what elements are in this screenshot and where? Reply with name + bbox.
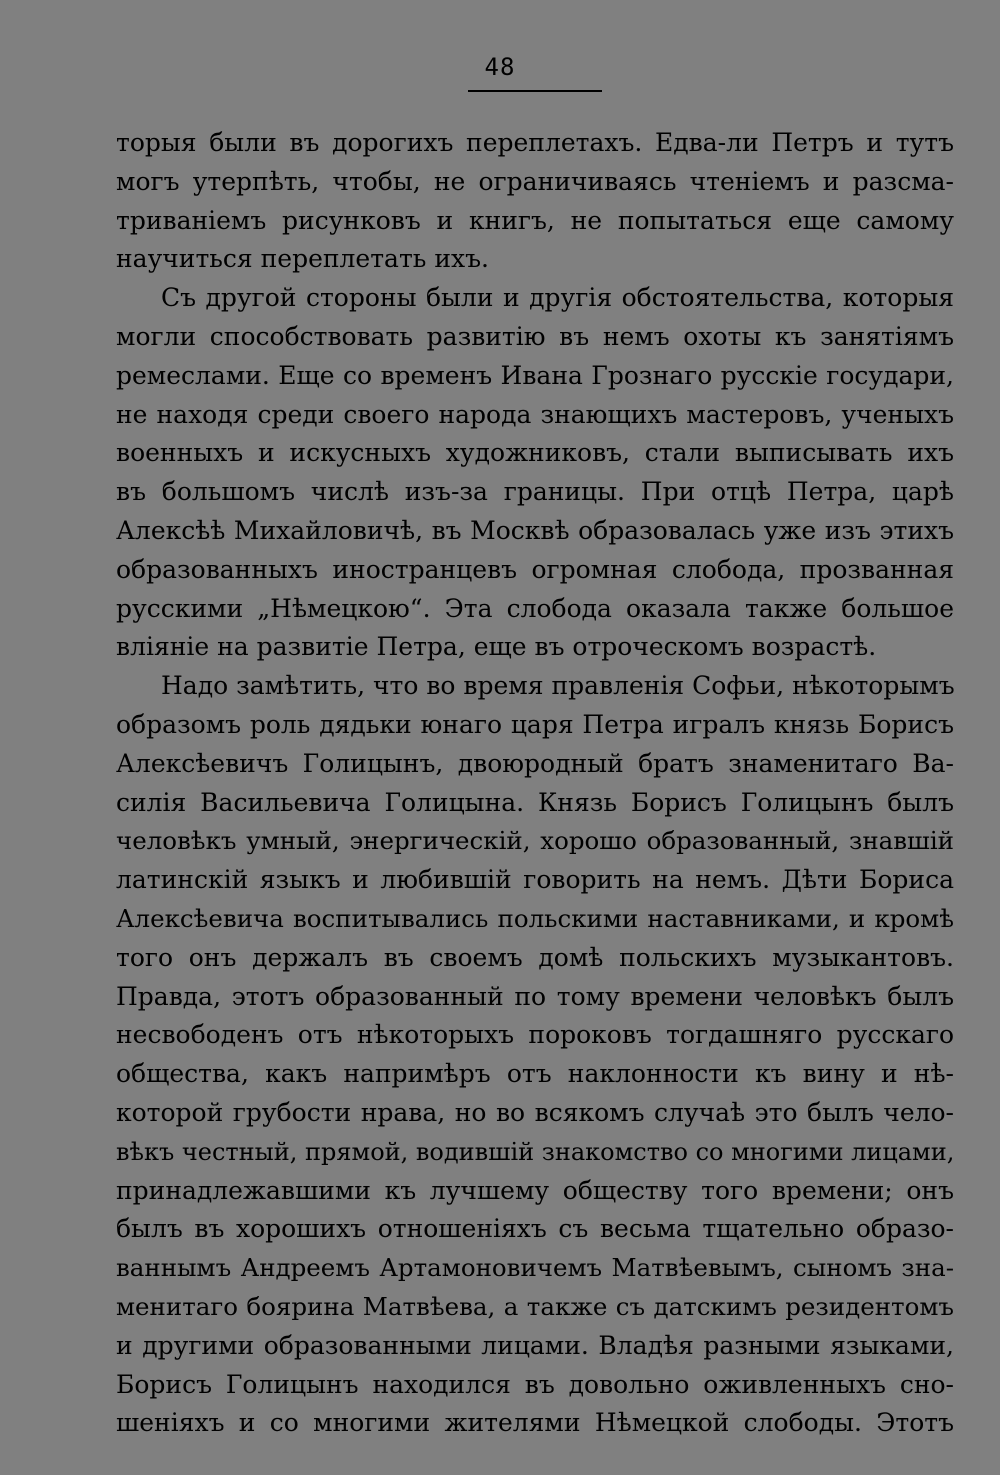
text-line: вліяніе на развитіе Петра, еще въ отроческомъ возрастѣ.: [116, 632, 877, 662]
page-number-rule: [468, 90, 602, 92]
text-line: русскими „Нѣмецкою“. Эта слобода оказала также большое: [116, 593, 954, 623]
text-line: Надо замѣтить, что во время правленія Софьи, нѣкоторымъ: [161, 671, 955, 701]
text-line: ремеслами. Еще со временъ Ивана Грознаго русскіе государи,: [116, 360, 954, 390]
paragraph-1: [116, 124, 954, 279]
text-line: торыя были въ дорогихъ переплетахъ. Едва-ли Петръ и тутъ: [116, 128, 954, 157]
text-line: менитаго боярина Матвѣева, а также съ датскимъ резидентомъ: [116, 1291, 954, 1321]
text-line: человѣкъ умный, энергическій, хорошо образованный, знавшій: [116, 826, 954, 856]
page-number: 48: [484, 53, 516, 81]
text-line: триваніемъ рисунковъ и книгъ, не попытаться еще самому: [116, 205, 954, 235]
text-line: Съ другой стороны были и другія обстоятельства, которыя: [161, 283, 954, 313]
text-line: Правда, этотъ образованный по тому времени человѣкъ былъ: [116, 981, 954, 1011]
paragraph-2: [116, 279, 954, 667]
text-line: не находя среди своего народа знающихъ мастеровъ, ученыхъ: [116, 399, 954, 429]
text-line: могъ утерпѣть, чтобы, не ограничиваясь чтеніемъ и разсма-: [116, 166, 954, 196]
text-line: латинскій языкъ и любившій говорить на немъ. Дѣти Бориса: [116, 865, 954, 895]
text-line: Борисъ Голицынъ находился въ довольно оживленныхъ сно-: [116, 1369, 954, 1399]
paragraph-3: [116, 667, 954, 1443]
text-line: и другими образованными лицами. Владѣя разными языками,: [116, 1330, 954, 1360]
text-line: образованныхъ иностранцевъ огромная слобода, прозванная: [116, 554, 954, 584]
text-line: въ большомъ числѣ изъ-за границы. При отцѣ Петра, царѣ: [116, 477, 954, 507]
text-line: могли способствовать развитію въ немъ охоты къ занятіямъ: [116, 321, 954, 351]
text-line: принадлежавшими къ лучшему обществу того времени; онъ: [116, 1175, 954, 1205]
text-line: образомъ роль дядьки юнаго царя Петра игралъ князь Борисъ: [116, 709, 954, 739]
text-line: ваннымъ Андреемъ Артамоновичемъ Матвѣевымъ, сыномъ зна-: [116, 1253, 954, 1283]
text-line: силія Васильевича Голицына. Князь Борисъ Голицынъ былъ: [116, 787, 954, 817]
text-line: Алексѣѣ Михайловичѣ, въ Москвѣ образовалась уже изъ этихъ: [116, 515, 954, 545]
text-line: общества, какъ напримѣръ отъ наклонности къ вину и нѣ-: [116, 1059, 954, 1089]
text-line: военныхъ и искусныхъ художниковъ, стали выписывать ихъ: [116, 438, 954, 468]
text-line: Алексѣевичъ Голицынъ, двоюродный братъ знаменитаго Ва-: [116, 748, 954, 778]
text-line: шеніяхъ и со многими жителями Нѣмецкой слободы. Этотъ: [116, 1408, 954, 1438]
text-line: которой грубости нрава, но во всякомъ случаѣ это былъ чело-: [116, 1097, 954, 1127]
text-line: Алексѣевича воспитывались польскими наставниками, и кромѣ: [116, 903, 954, 933]
text-line: вѣкъ честный, прямой, водившій знакомство со многими лицами,: [116, 1137, 955, 1166]
body-text: [116, 124, 954, 1443]
text-line: былъ въ хорошихъ отношеніяхъ съ весьма тщательно образо-: [116, 1214, 954, 1244]
text-line: того онъ держалъ въ своемъ домѣ польскихъ музыкантовъ.: [116, 942, 954, 972]
text-line: научиться переплетать ихъ.: [116, 244, 489, 274]
text-line: несвободенъ отъ нѣкоторыхъ пороковъ тогдашняго русскаго: [116, 1020, 954, 1050]
